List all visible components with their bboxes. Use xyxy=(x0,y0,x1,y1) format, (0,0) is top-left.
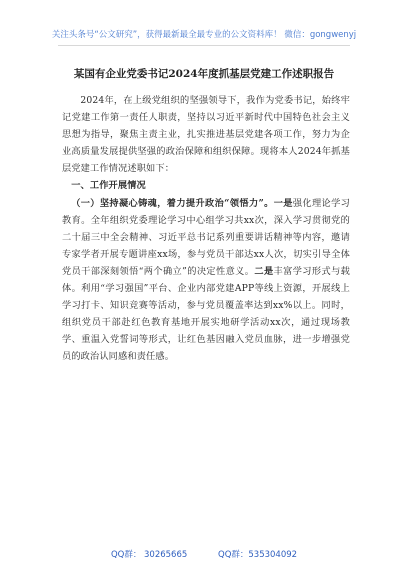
footer xyxy=(0,548,408,560)
subsection-paragraph xyxy=(62,195,350,366)
footer-qq-1: QQ群： 30265665 xyxy=(110,550,188,560)
intro-paragraph: 2024年，在上级党组织的坚强领导下，我作为党委书记，始终牢记党建工作第一责任人职责，坚持以习近平新时代中国特色社会主义思想为指导，聚焦主责主业，扎实推进基层党建各项工作，努力为企业高质量发展提供坚强的政治保障和组织保障。现将本人2024年抓基层党建工作情况述职如下： xyxy=(62,95,350,175)
footer-qq-2: QQ群：535304092 xyxy=(218,550,298,560)
subsection-body-b: 丰富学习形式与载体。利用“学习强国”平台、企业内部党建APP等线上资源，开展线上学习打卡、知识竞赛等活动，参与党员覆盖率达到xx%以上。同时，组织党员干部赴红色教育基地开展实地研学活动xx次，通过现场教学、重温入党誓词等形式，让红色基因融入党员血脉，进一步增强党员的政治认同感和责任感。 xyxy=(62,265,350,363)
subsection-body-a: 强化理论学习教育。全年组织党委理论学习中心组学习共xx次，深入学习贯彻党的二十届三中全会精神、习近平总书记系列重要讲话精神等内容，邀请专家学者开展专题讲座xx场，参与党员干部达xx人次，切实引导全体党员干部深刻领悟“两个确立”的决定性意义。 xyxy=(62,197,351,277)
subsection-lead: （一）坚持凝心铸魂，着力提升政治“领悟力”。一是 xyxy=(71,197,293,209)
section-heading: 一、工作开展情况 xyxy=(71,180,146,192)
document-title: 某国有企业党委书记2024年度抓基层党建工作述职报告 xyxy=(73,68,335,80)
subsection-lead-2: 二是 xyxy=(254,265,274,277)
header-note: 关注头条号“公文研究”，获得最新最全最专业的公文资料库！ 微信：gongwenyj xyxy=(51,30,357,40)
header-divider xyxy=(58,45,350,46)
document-body xyxy=(62,92,350,366)
